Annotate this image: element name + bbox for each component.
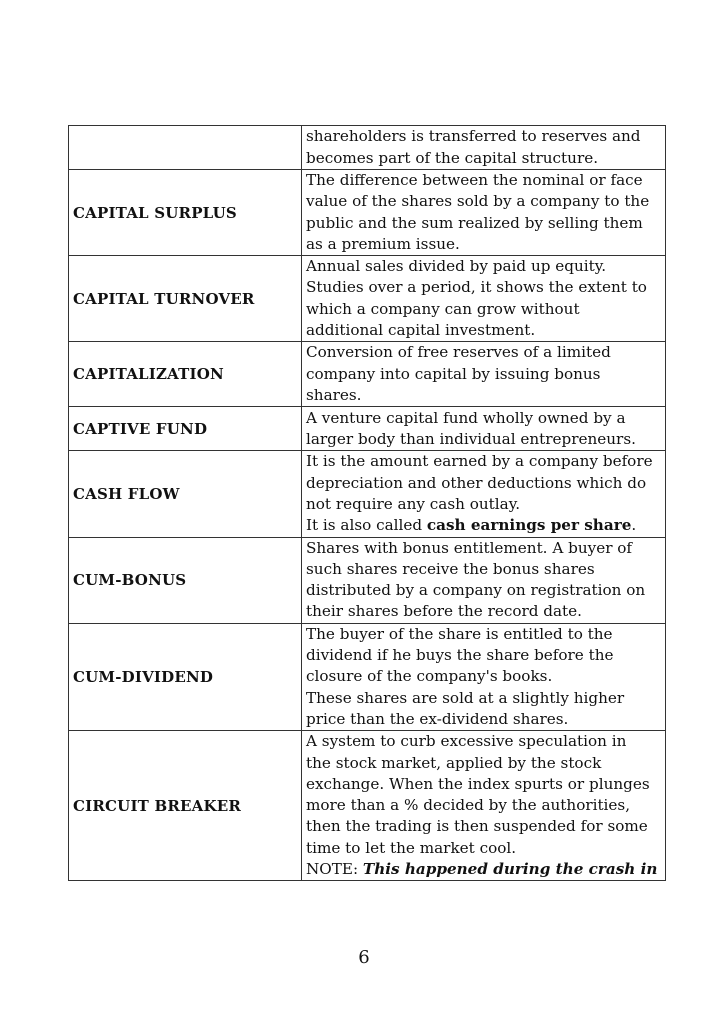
term-cell: CASH FLOW xyxy=(69,451,302,537)
definition-cell xyxy=(302,407,666,451)
term-cell: CIRCUIT BREAKER xyxy=(69,731,302,881)
definition-line: the stock market, applied by the stock xyxy=(306,753,602,772)
term-cell xyxy=(69,126,302,170)
definition-line: These shares are sold at a slightly higher xyxy=(306,688,625,707)
definition-cell xyxy=(302,256,666,342)
term-cell: CUM-DIVIDEND xyxy=(69,623,302,730)
definition-cell xyxy=(302,623,666,730)
definition-line: company into capital by issuing bonus xyxy=(306,364,601,383)
term-cell: CAPITAL SURPLUS xyxy=(69,170,302,256)
definition-line: Studies over a period, it shows the extent to xyxy=(306,278,647,297)
definition-line: Shares with bonus entitlement. A buyer of xyxy=(306,538,633,557)
definition-line: depreciation and other deductions which do xyxy=(306,473,647,492)
definition-text: It is also called xyxy=(306,516,427,535)
definition-line: becomes part of the capital structure. xyxy=(306,148,599,167)
definition-line: A system to curb excessive speculation in xyxy=(306,732,627,751)
note-text: This happened during the crash in xyxy=(362,860,658,879)
definition-line: such shares receive the bonus shares xyxy=(306,559,595,578)
definition-cell xyxy=(302,451,666,537)
definition-cell xyxy=(302,126,666,170)
table-row xyxy=(69,623,666,730)
definition-text: . xyxy=(631,516,637,535)
table-row xyxy=(69,126,666,170)
definition-line: dividend if he buys the share before the xyxy=(306,646,614,665)
definition-line: their shares before the record date. xyxy=(306,602,582,621)
definition-line: It is the amount earned by a company before xyxy=(306,452,653,471)
table-row xyxy=(69,170,666,256)
definition-line xyxy=(306,515,661,536)
definition-line: additional capital investment. xyxy=(306,321,536,340)
definition-cell xyxy=(302,537,666,623)
definition-line: then the trading is then suspended for some xyxy=(306,817,648,836)
note-label: NOTE: xyxy=(306,860,363,879)
definition-line: which a company can grow without xyxy=(306,299,580,318)
definition-line: Annual sales divided by paid up equity. xyxy=(306,257,607,276)
definition-line: price than the ex-dividend shares. xyxy=(306,709,569,728)
definition-line: closure of the company's books. xyxy=(306,667,553,686)
definition-line: time to let the market cool. xyxy=(306,838,517,857)
definition-line: as a premium issue. xyxy=(306,234,460,253)
glossary-table xyxy=(68,125,666,881)
definition-cell xyxy=(302,342,666,407)
table-row xyxy=(69,731,666,881)
table-row xyxy=(69,407,666,451)
term-cell: CAPITAL TURNOVER xyxy=(69,256,302,342)
definition-line: exchange. When the index spurts or plunges xyxy=(306,774,650,793)
table-row xyxy=(69,342,666,407)
definition-line: shares. xyxy=(306,386,362,405)
definition-line: The buyer of the share is entitled to the xyxy=(306,624,613,643)
definition-line: larger body than individual entrepreneurs. xyxy=(306,429,636,448)
page-number: 6 xyxy=(358,947,370,968)
definition-line: The difference between the nominal or face xyxy=(306,171,643,189)
definition-line: more than a % decided by the authorities, xyxy=(306,796,631,815)
table-row xyxy=(69,256,666,342)
term-cell: CAPITALIZATION xyxy=(69,342,302,407)
definition-line: value of the shares sold by a company to the xyxy=(306,192,650,211)
definition-line: public and the sum realized by selling them xyxy=(306,213,643,232)
definition-line: A venture capital fund wholly owned by a xyxy=(306,408,626,427)
table-row xyxy=(69,537,666,623)
definition-line: shareholders is transferred to reserves and xyxy=(306,127,641,146)
definition-cell xyxy=(302,731,666,881)
term-cell: CUM-BONUS xyxy=(69,537,302,623)
definition-cell xyxy=(302,170,666,256)
definition-line: distributed by a company on registration on xyxy=(306,581,646,600)
table-row xyxy=(69,451,666,537)
definition-line: not require any cash outlay. xyxy=(306,494,521,513)
definition-line: Conversion of free reserves of a limited xyxy=(306,343,611,362)
bold-term: cash earnings per share xyxy=(426,516,632,535)
term-cell: CAPTIVE FUND xyxy=(69,407,302,451)
definition-line xyxy=(306,859,661,880)
